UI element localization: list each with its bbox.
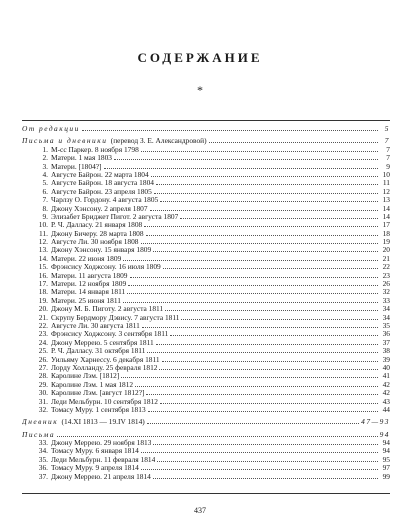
entry-number: 7. [42,196,48,205]
section-page: 94 [379,429,390,439]
entry-label [22,447,139,455]
entry-page: 13 [382,195,390,205]
section-title: Письма [22,430,56,439]
dot-leader [121,371,378,378]
section-page: 47—93 [361,417,390,427]
entry-number: 9. [42,212,48,221]
toc-section-row [22,417,390,425]
entry-page: 34 [382,304,390,314]
entry-text: Августе Байрон. 23 апреля 1805 [51,187,152,196]
entry-number: 12. [38,238,48,247]
entry-text: Фрэнсису Ходжсону. 16 июля 1809 [51,263,161,272]
entry-label [22,305,163,313]
entry-text: Джону Меррею. 29 ноября 1813 [51,439,152,448]
entry-label [22,381,133,389]
entry-number: 24. [38,338,48,347]
toc-entry-row [22,245,390,253]
dot-leader [209,136,378,143]
entry-page: 94 [382,446,390,456]
entry-label [22,297,121,305]
entry-page: 41 [382,371,390,381]
entry-page: 11 [382,178,390,188]
entry-page: 42 [382,388,390,398]
toc-entry-row [22,237,390,245]
dot-leader [157,455,378,462]
entry-page: 20 [382,245,390,255]
toc-entry-row [22,287,390,295]
page-title: СОДЕРЖАНИЕ [137,50,263,65]
dot-leader [141,463,378,470]
entry-page: 38 [382,346,390,356]
entry-page: 7 [386,153,390,163]
entry-text: Каролине Лэм. [август 1812?] [51,389,145,398]
entry-text: Томасу Муру. 6 января 1814 [51,447,139,456]
entry-text: Уильяму Харнессу. 6 декабря 1811 [51,355,160,364]
entry-page: 34 [382,312,390,322]
entry-text: Леди Мельбурн. 10 сентября 1812 [51,397,158,406]
dot-leader [148,405,378,412]
entry-label [22,322,140,330]
dot-leader [153,472,378,479]
entry-page: 35 [382,320,390,330]
toc-section-row [22,430,390,438]
section-page: 5 [384,124,390,133]
entry-number: 1. [42,145,48,154]
entry-text: Матери. [1804?] [51,162,102,171]
toc-section-row [22,124,390,132]
entry-text: Матери. 12 ноября 1809 [51,280,127,289]
entry-page: 37 [382,337,390,347]
section-heading [22,418,145,426]
dot-leader [156,178,378,185]
entry-label [22,389,144,397]
entry-label [22,188,152,196]
entry-text: Р. Ч. Далласу. 21 января 1808 [51,221,143,230]
page-number: 437 [194,506,206,515]
dot-leader [127,287,378,294]
entry-text: Джону М. Б. Пиготу. 2 августа 1811 [51,305,164,314]
dot-leader [150,204,378,211]
entry-page: 43 [382,396,390,406]
entry-text: Леди Мельбурн. 11 февраля 1814 [51,455,156,464]
entry-page: 14 [382,203,390,213]
entry-label [22,398,158,406]
entry-text: Р. Ч. Далласу. 31 октября 1811 [51,347,146,356]
toc-section-row [22,136,390,144]
entry-page: 18 [382,228,390,238]
entry-label [22,372,119,380]
toc-entry-row [22,355,390,363]
dot-leader [104,162,379,169]
dot-leader [130,271,379,278]
dot-leader [123,254,378,261]
entry-text: Матери. 1 мая 1803 [51,154,112,163]
entry-number: 35. [38,455,48,464]
dot-leader [141,446,378,453]
entry-number: 22. [38,321,48,330]
dot-leader [163,262,378,269]
toc-entry-row [22,338,390,346]
entry-label [22,163,102,171]
bottom-rule [22,493,390,494]
entry-text: Каролине Лэм. 1 мая 1812 [51,380,134,389]
dot-leader [159,363,378,370]
toc-entry-row [22,187,390,195]
dot-leader [141,237,379,244]
toc-entry-row [22,178,390,186]
entry-text: Джону Хэнсону. 2 апреля 1807 [51,204,148,213]
entry-label [22,280,126,288]
entry-text: Августе Ли. 30 августа 1811 [51,321,140,330]
entry-text: Скрупу Бердмору Дэвису. 7 августа 1811 [51,313,180,322]
entry-page: 33 [382,295,390,305]
entry-text: Августе Байрон. 18 августа 1804 [51,179,154,188]
entry-page: 26 [382,279,390,289]
dot-leader [123,296,378,303]
toc-entry-row [22,145,390,153]
entry-page: 95 [382,454,390,464]
toc-entry-row [22,455,390,463]
entry-page: 22 [382,262,390,272]
toc-entry-row [22,346,390,354]
toc-entry-row [22,170,390,178]
ornament-asterisk: * [197,83,203,97]
toc-entry-row [22,304,390,312]
entry-number: 37. [38,472,48,481]
dot-leader [82,124,378,131]
entry-number: 36. [38,464,48,473]
toc-entry-row [22,397,390,405]
entry-text: Лорду Холланду. 25 февраля 1812 [51,363,158,372]
entry-number: 17. [38,280,48,289]
dot-leader [128,279,378,286]
entry-page: 39 [382,354,390,364]
entry-number: 30. [38,389,48,398]
section-note: (перевод З. Е. Александровой) [110,137,207,146]
section-page: 7 [384,136,390,146]
entry-label [22,221,142,229]
dot-leader [181,313,378,320]
entry-number: 11. [39,229,48,238]
toc-entry-row [22,262,390,270]
entry-page: 19 [382,237,390,247]
entry-text: Чарлзу О. Гордону. 4 августа 1805 [51,196,159,205]
entry-label [22,196,158,204]
toc-entry-row [22,438,390,446]
dot-leader [160,397,378,404]
entry-page: 9 [386,161,390,171]
entry-text: Матери. 22 июня 1809 [51,254,122,263]
entry-text: Фрэнсису Ходжсону. 3 сентября 1811 [51,330,169,339]
entry-text: Джону Меррею. 5 сентября 1811 [51,338,154,347]
entry-number: 21. [38,313,48,322]
dot-leader [165,304,378,311]
entry-label [22,473,151,481]
entry-number: 27. [38,363,48,372]
entry-page: 14 [382,211,390,221]
entry-page: 7 [386,144,390,154]
entry-label [22,272,128,280]
entry-number: 26. [38,355,48,364]
entry-page: 97 [382,463,390,473]
toc-entry-row [22,204,390,212]
entry-number: 20. [38,305,48,314]
entry-page: 99 [382,471,390,481]
entry-text: Каролине Лэм. [1812] [51,372,120,381]
section-title: Дневник [22,418,59,427]
dot-leader [151,170,378,177]
entry-number: 19. [38,296,48,305]
entry-text: Джону Меррею. 21 апреля 1814 [51,472,151,481]
entry-page: 32 [382,287,390,297]
entry-text: М-сс Паркер. 8 ноября 1798 [51,145,139,154]
dot-leader [153,438,378,445]
entry-label [22,406,146,414]
section-heading [22,125,80,133]
entry-label [22,171,149,179]
toc-entry-row [22,472,390,480]
toc-entry-row [22,371,390,379]
toc-entry-row [22,279,390,287]
toc-entry-row [22,229,390,237]
toc-entry-row [22,321,390,329]
entry-text: Августе Байрон. 22 марта 1804 [51,170,149,179]
dot-leader [153,245,378,252]
entry-label [22,238,139,246]
toc-entry-row [22,153,390,161]
toc-entry-row [22,380,390,388]
entry-label [22,330,168,338]
entry-label [22,205,148,213]
toc-entry-row [22,162,390,170]
entry-label [22,230,144,238]
entry-number: 29. [38,380,48,389]
entry-page: 12 [382,186,390,196]
entry-number: 15. [38,263,48,272]
entry-label [22,288,125,296]
entry-page: 36 [382,329,390,339]
entry-number: 18. [38,288,48,297]
entry-page: 44 [382,404,390,414]
dot-leader [162,355,378,362]
entry-label [22,456,155,464]
dot-leader [156,338,378,345]
dot-leader [180,212,378,219]
entry-number: 16. [38,271,48,280]
toc-entry-row [22,195,390,203]
entry-label [22,255,121,263]
entry-number: 3. [42,162,48,171]
entry-number: 28. [38,372,48,381]
entry-text: Матери. 14 января 1811 [51,288,126,297]
entry-text: Джону Хэнсону. 15 января 1809 [51,246,152,255]
toc-entry-row [22,405,390,413]
entry-page: 94 [382,438,390,448]
dot-leader [142,321,378,328]
dot-leader [144,220,378,227]
entry-label [22,154,112,162]
section-note: (14.XI 1813 — 19.IV 1814) [61,418,145,427]
toc-entry-row [22,296,390,304]
table-of-contents [22,124,390,480]
entry-label [22,339,154,347]
entry-label [22,356,160,364]
entry-text: Августе Ли. 30 ноября 1808 [51,238,139,247]
entry-text: Томасу Муру. 9 апреля 1814 [51,464,139,473]
dot-leader [160,195,378,202]
entry-number: 13. [38,246,48,255]
entry-page: 10 [382,169,390,179]
section-title: От редакции [22,125,80,133]
dot-leader [147,417,359,424]
entry-page: 40 [382,362,390,372]
entry-number: 32. [38,405,48,414]
toc-entry-row [22,388,390,396]
dot-leader [114,153,378,160]
toc-entry-row [22,313,390,321]
entry-number: 6. [42,187,48,196]
entry-page: 42 [382,379,390,389]
dot-leader [170,329,378,336]
dot-leader [146,229,378,236]
entry-label [22,464,139,472]
toc-entry-row [22,446,390,454]
toc-entry-row [22,212,390,220]
dot-leader [135,380,378,387]
entry-number: 31. [38,397,48,406]
entry-number: 10. [38,221,48,230]
section-title: Письма и дневники [22,137,108,146]
entry-text: Матери. 25 июня 1811 [51,296,121,305]
entry-text: Томасу Муру. 1 сентября 1813 [51,405,146,414]
entry-number: 4. [42,170,48,179]
top-rule [22,120,390,121]
entry-number: 25. [38,347,48,356]
entry-number: 34. [38,447,48,456]
entry-number: 14. [38,254,48,263]
entry-text: Матери. 11 августа 1809 [51,271,128,280]
dot-leader [154,187,378,194]
toc-entry-row [22,363,390,371]
entry-label [22,439,151,447]
dot-leader [57,430,378,437]
toc-entry-row [22,254,390,262]
toc-entry-row [22,220,390,228]
section-heading [22,431,55,439]
toc-entry-row [22,329,390,337]
entry-page: 23 [382,270,390,280]
entry-number: 5. [42,179,48,188]
entry-number: 23. [38,330,48,339]
toc-entry-row [22,463,390,471]
entry-page: 17 [382,220,390,230]
dot-leader [146,388,378,395]
entry-number: 8. [42,204,48,213]
toc-entry-row [22,271,390,279]
entry-number: 33. [38,439,48,448]
entry-text: Элизабет Бриджет Пигот. 2 августа 1807 [51,212,179,221]
entry-number: 2. [42,154,48,163]
entry-page: 21 [382,253,390,263]
dot-leader [141,145,378,152]
entry-label [22,179,154,187]
entry-text: Джону Бичеру. 28 марта 1808 [51,229,144,238]
entry-label [22,347,145,355]
dot-leader [147,346,378,353]
